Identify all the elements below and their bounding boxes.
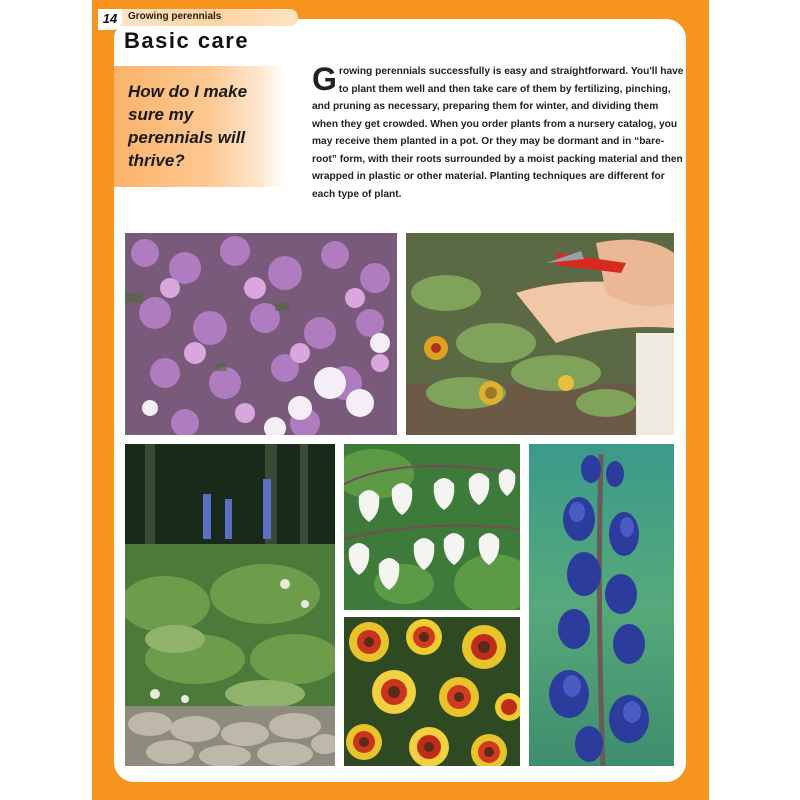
section-label: Growing perennials — [128, 11, 222, 22]
photo-pruning — [406, 233, 674, 435]
page-margin-right — [709, 0, 800, 800]
photo-monkshood — [529, 444, 674, 766]
page-margin-left — [0, 0, 92, 800]
photo-woodland-garden — [125, 444, 335, 766]
photo-bleeding-heart — [344, 444, 520, 610]
page-title: Basic care — [124, 28, 250, 53]
photo-blanket-flowers — [344, 617, 520, 766]
intro-body: rowing perennials successfully is easy and straightforward. You'll have to plant them well and then take care of them by fertilizing, pinching, and pruning as necessary, preparing them for winter, and dividing them when they get crowded. When you order plants from a nursery catalog, you may receive them planted in a pot. Or they may be dormant and in “bare-root” form, with their roots surrounded by a moist packing material and then wrapped in plastic or other material. Planting techniques are different for each type of plant. — [312, 66, 684, 200]
photo-candytuft — [125, 233, 397, 435]
drop-cap: G — [312, 61, 337, 97]
question-text: How do I make sure my perennials will thrive? — [128, 82, 248, 170]
intro-paragraph — [312, 63, 684, 203]
page-number: 14 — [98, 9, 122, 30]
